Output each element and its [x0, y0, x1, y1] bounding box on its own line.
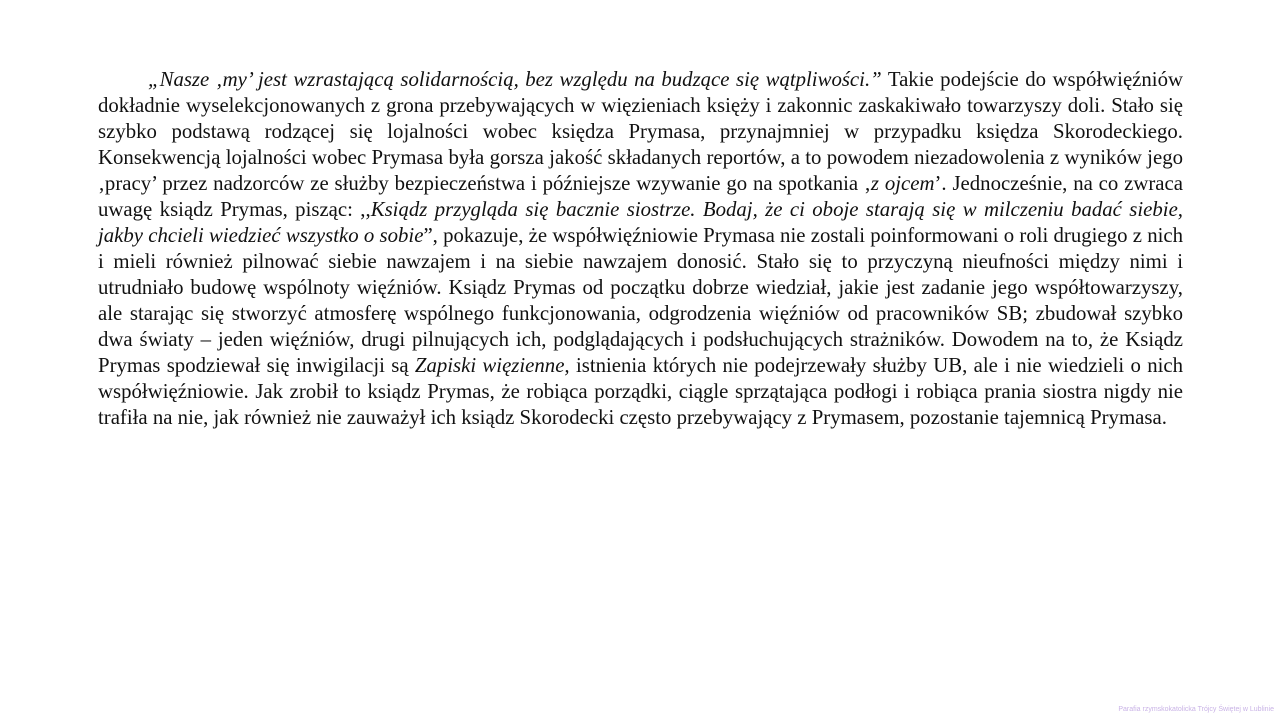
body-paragraph: [98, 67, 1183, 431]
quote-z-ojcem: z ojcem: [870, 172, 935, 195]
text-segment-4: istnienia których nie podejrzewały służby UB, ale i nie wiedzieli o nich współwięźniowie. Jak zrobił to ksiądz Prymas, że robiąca porządki, ciągle sprzątająca podłogi i robiąca prania siostra nigdy nie trafiła na nie, jak również nie zauważył ich ksiądz Skorodecki często przebywający z Prymasem, pozostanie tajemnicą Prymasa.: [98, 354, 1183, 429]
footer-parish-note: Parafia rzymskokatolicka Trójcy Świętej w Lublinie: [1118, 706, 1274, 713]
text-segment-1: Takie podejście do współwięźniów dokładnie wyselekcjonowanych z grona przebywających w więzieniach księży i zakonnic zaskakiwało towarzyszy doli. Stało się szybko podstawą rodzącej się lojalności wobec księdza Prymasa, przynajmniej w przypadku księdza Skorodeckiego. Konsekwencją lojalności wobec Prymasa była gorsza jakość składanych reportów, a to powodem niezadowolenia z wyników jego ‚pracy’ przez nadzorców ze służby bezpieczeństwa i późniejsze wzywanie go na spotkania ‚: [98, 68, 1183, 195]
quote-intro: „Nasze ‚my’ jest wzrastającą solidarnością, bez względu na budzące się wątpliwości.”: [148, 68, 882, 91]
text-segment-2: ’. Jednocześnie, na co zwraca uwagę ksiądz Prymas, pisząc: ,,: [98, 172, 1183, 221]
text-segment-3: ”, pokazuje, że współwięźniowie Prymasa nie zostali poinformowani o roli drugiego z nich i mieli również pilnować siebie nawzajem i na siebie nawzajem donosić. Stało się to przyczyną nieufności między nimi i utrudniało budowę wspólnoty więźniów. Ksiądz Prymas od początku dobrze wiedział, jakie jest zadanie jego współtowarzyszy, ale starając się stworzyć atmosferę wspólnego funkcjonowania, odgrodzenia więźniów od pracowników SB; zbudował szybko dwa światy – jeden więźniów, drugi pilnujących ich, podglądających i podsłuchujących strażników. Dowodem na to, że Ksiądz Prymas spodziewał się inwigilacji są: [98, 224, 1184, 377]
book-title: Zapiski więzienne,: [414, 354, 570, 377]
quote-ksiadz: Ksiądz przygląda się bacznie siostrze. Bodaj, że ci oboje starają się w milczeniu badać siebie, jakby chcieli wiedzieć wszystko o sobie: [98, 198, 1183, 247]
